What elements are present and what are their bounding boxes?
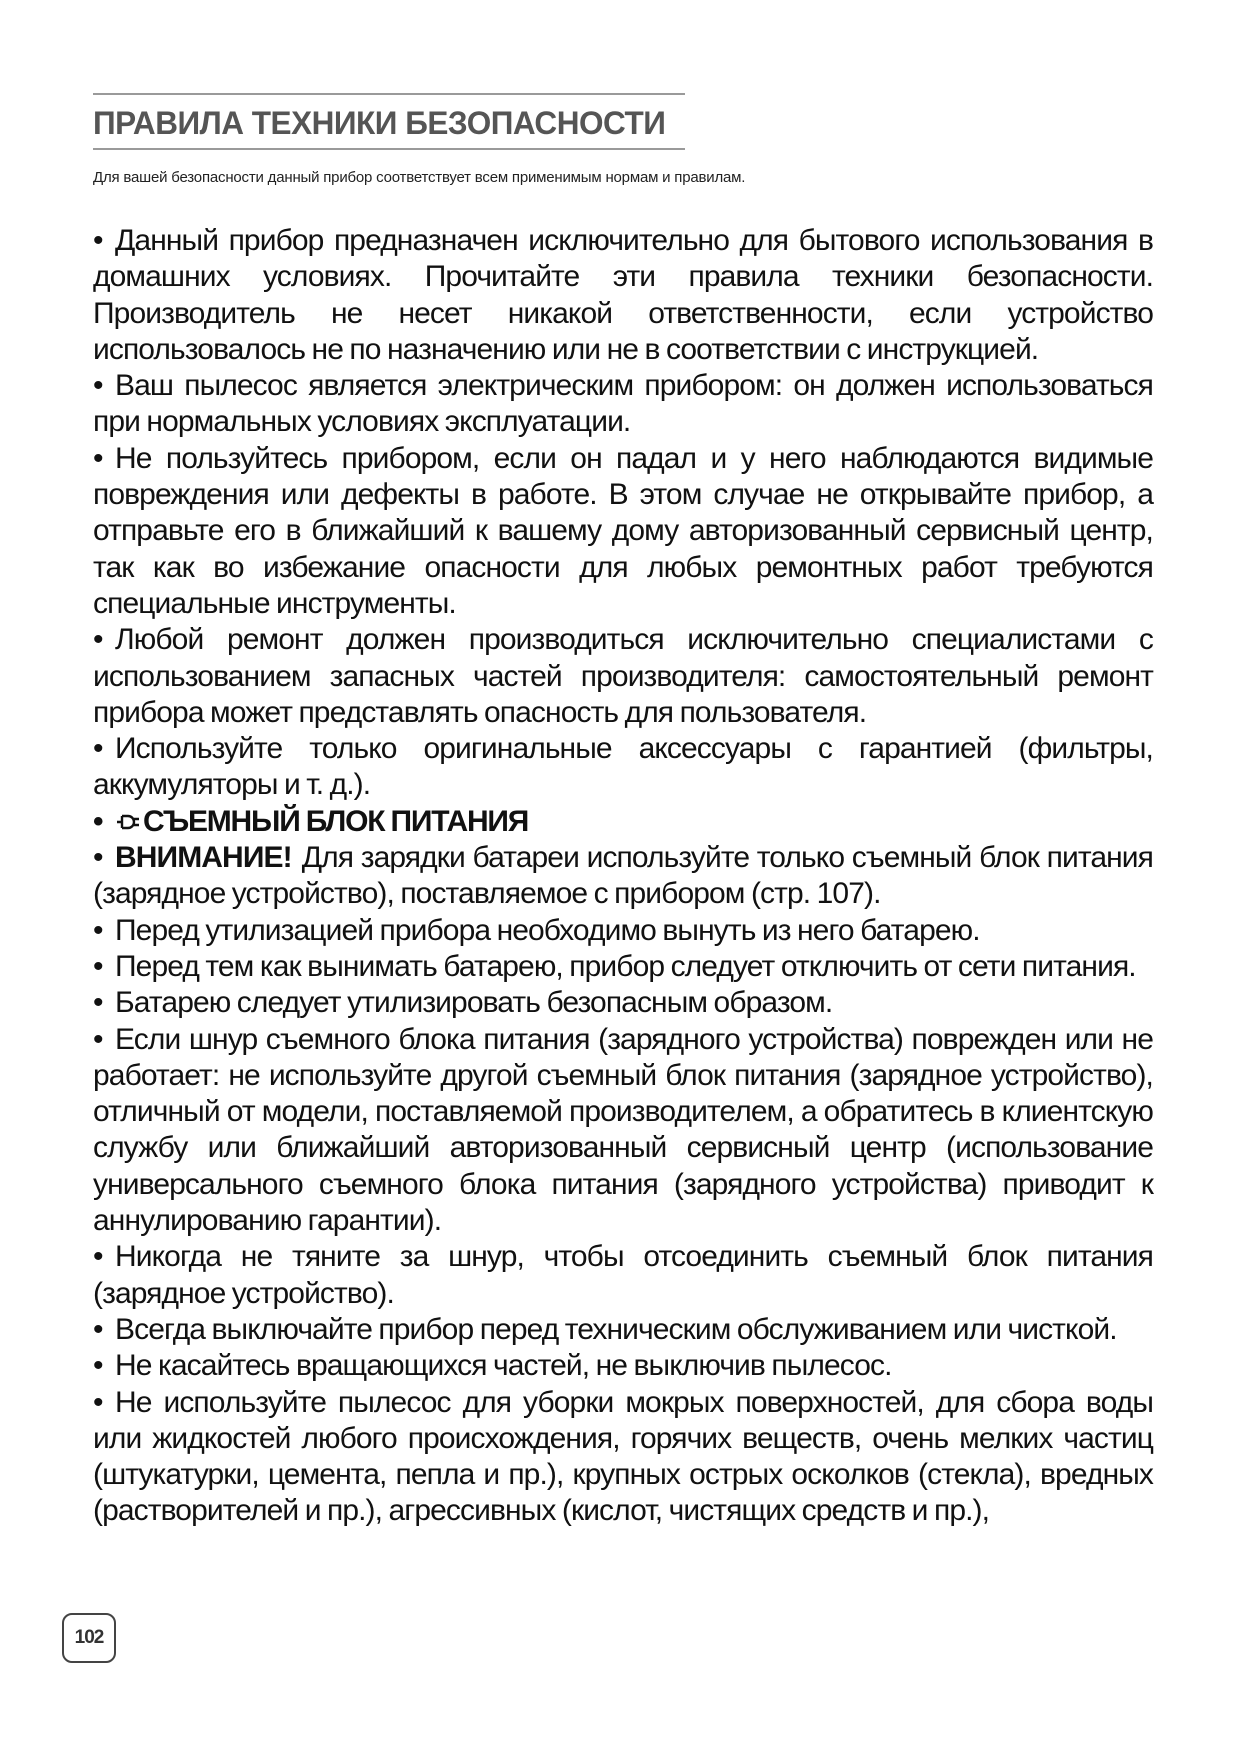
bullet-icon xyxy=(93,913,115,949)
page-number: 102 xyxy=(62,1613,116,1663)
safety-paragraph: •Перед утилизацией прибора необходимо вынуть из него батарею. xyxy=(93,913,1153,949)
title-top-rule xyxy=(93,93,685,95)
bullet-icon xyxy=(93,622,115,658)
bullet-icon xyxy=(93,949,115,985)
safety-paragraph: •Никогда не тяните за шнур, чтобы отсоединить съемный блок питания (зарядное устройство). xyxy=(93,1239,1153,1312)
warning-paragraph xyxy=(93,840,1153,913)
page-subtitle: Для вашей безопасности данный прибор соответствует всем применимым нормам и правилам. xyxy=(93,169,746,186)
safety-paragraph: •Всегда выключайте прибор перед техническим обслуживанием или чисткой. xyxy=(93,1312,1153,1348)
safety-paragraph: •Не используйте пылесос для уборки мокрых поверхностей, для сбора воды или жидкостей любого происхождения, горячих веществ, очень мелких частиц (штукатурки, цемента, пепла и пр.), крупных острых осколков (стекла), вредных (растворителей и пр.), агрессивных (кислот, чистящих средств и пр.), xyxy=(93,1385,1153,1530)
bullet-icon xyxy=(93,1022,115,1058)
bullet-icon xyxy=(93,1239,115,1275)
bullet-icon xyxy=(93,223,115,259)
safety-text-body xyxy=(93,223,1153,1530)
plug-icon xyxy=(115,810,141,834)
bullet-icon xyxy=(93,368,115,404)
safety-paragraph: •Ваш пылесос является электрическим прибором: он должен использоваться при нормальных условиях эксплуатации. xyxy=(93,368,1153,441)
bullet-icon xyxy=(93,1348,115,1384)
section-heading: •СЪЕМНЫЙ БЛОК ПИТАНИЯ xyxy=(93,804,1153,840)
safety-paragraph: •Перед тем как вынимать батарею, прибор следует отключить от сети питания. xyxy=(93,949,1153,985)
safety-paragraph: •Если шнур съемного блока питания (зарядного устройства) поврежден или не работает: не используйте другой съемный блок питания (зарядное устройство), отличный от модели, поставляемой производителем, а обратитесь в клиентскую службу или ближайший авторизованный сервисный центр (использование универсального съемного блока питания (зарядного устройства) приводит к аннулированию гарантии). xyxy=(93,1022,1153,1240)
page-title: ПРАВИЛА ТЕХНИКИ БЕЗОПАСНОСТИ xyxy=(93,105,666,141)
bullet-icon xyxy=(93,1385,115,1421)
safety-paragraph: •Используйте только оригинальные аксессуары с гарантией (фильтры, аккумуляторы и т. д.). xyxy=(93,731,1153,804)
warning-text: Для зарядки батареи используйте только съемный блок питания (зарядное устройство), поставляемое с прибором (стр. 107). xyxy=(93,841,1153,911)
bullet-icon xyxy=(93,985,115,1021)
safety-paragraph: •Не касайтесь вращающихся частей, не выключив пылесос. xyxy=(93,1348,1153,1384)
safety-paragraph: •Любой ремонт должен производиться исключительно специалистами с использованием запасных частей производителя: самостоятельный ремонт прибора может представлять опасность для пользователя. xyxy=(93,622,1153,731)
safety-paragraph: •Данный прибор предназначен исключительно для бытового использования в домашних условиях. Прочитайте эти правила техники безопасности. Производитель не несет никакой ответственности, если устройство использовалось не по назначению или не в соответствии с инструкцией. xyxy=(93,223,1153,368)
safety-paragraph: •Батарею следует утилизировать безопасным образом. xyxy=(93,985,1153,1021)
bullet-icon xyxy=(93,1312,115,1348)
warning-label: ВНИМАНИЕ! xyxy=(115,841,292,875)
safety-paragraph: •Не пользуйтесь прибором, если он падал и у него наблюдаются видимые повреждения или дефекты в работе. В этом случае не открывайте прибор, а отправьте его в ближайший к вашему дому авторизованный сервисный центр, так как во избежание опасности для любых ремонтных работ требуются специальные инструменты. xyxy=(93,441,1153,622)
title-bottom-rule xyxy=(93,148,685,150)
bullet-icon xyxy=(93,840,115,876)
bullet-icon xyxy=(93,804,115,840)
bullet-icon xyxy=(93,441,115,477)
bullet-icon xyxy=(93,731,115,767)
